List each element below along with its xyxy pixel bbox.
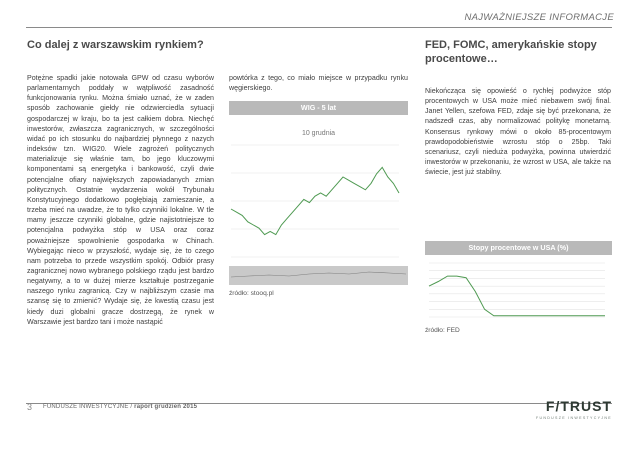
left-article-column-1: Potężne spadki jakie notowała GPW od czasu wyborów parlamentarnych poddały w wątpliwość zasadność funkcjonowania rynku. Można śmiało uznać, że w zaden sposób zachowanie giełdy nie odzwierciedla sytuacji gospodarczej w kraju, bo ta jest całkiem dobra. Niechęć inwestorów, zwłaszcza zagranicznych, w szczególności widać po ich stosunku do najbardziej płynnego z nazych indeksów tzn. WIG20. Wiele zagrożeń politycznych materializuje się właśnie tam, bo jego kluczowymi komponentami są energetyka i bankowość, czyli dwie potencjalne ofiary największych zapowiadanych zmian politycznych. Ostatnie wydarzenia wokół Trybunału Konstytucyjnego dodatkowo pogłębiają zamieszanie, a trzeba mieć na uwadze, że to tylko czynniki lokalne. W tle mamy jeszcze czynniki globalne, gdzie najistotniejsze to potencjalna podwyżka stóp w USA oraz coraz poważniejsze spowolnienie gospodarka w Chinach. Wybiegając nieco w przyszłość, wydaje się, że to czego nam potrzeba to przede wszystkim spokój. Odbiór prasy zagranicznej nowo wybranego polskiego rządu jest bardzo negatywny, a to w dużej mierze kształtuje postrzeganie naszego rynku zagranicą. Czy w najbliższym czasie ma szansę się to zmienić? Wydaje się, że kwestią czasu jest kiedy duzi globalni gracze dostrzegą, że rynek w Warszawie jest bardzo tani i może nastąpić [27, 74, 214, 326]
footer-publication-line [43, 404, 197, 410]
fed-chart [425, 259, 612, 323]
left-article-column-2: powtórka z tego, co miało miejsce w przypadku rynku węgierskiego. [229, 74, 408, 93]
footer-publication: FUNDUSZE INWESTYCYJNE [43, 404, 129, 410]
wig-chart-annotation: 10 grudnia [301, 130, 336, 137]
page-number: 3 [27, 402, 33, 412]
section-label: NAJWAŻNIEJSZE INFORMACJE [464, 12, 614, 23]
footer-separator: / [128, 404, 135, 410]
fed-series-line [429, 276, 605, 316]
footer-issue: raport grudzień 2015 [134, 404, 198, 410]
wig-chart-header: WIG - 5 lat [229, 101, 408, 115]
right-article-title: FED, FOMC, amerykańskie stopy procentowe… [425, 39, 597, 65]
left-article-title: Co dalej z warszawskim rynkiem? [27, 39, 204, 51]
wig-chart-source: źródło: stooq.pl [229, 290, 274, 297]
fed-chart-header: Stopy procentowe w USA (%) [425, 241, 612, 255]
fed-chart-source: źródło: FED [425, 327, 460, 334]
wig-chart [229, 117, 408, 285]
header-rule [26, 27, 612, 28]
ftrust-logo: F/TRUST [545, 398, 612, 414]
right-article-body: Niekończąca się opowieść o rychłej podwyżce stóp procentowych w USA może mieć niebawem swój final. Janet Yellen, szefowa FED, zdaje się być przekonana, że nadszedł czas, aby normalizować politykę monetarną. Konsensus rynkowy mówi o około 85-procentowym prawdopodobieństwie wzrostu stóp o 25bp. Taki scenariusz, czyli nieduża podwyżka, powinna utwierdzić inwestorów w przekonaniu, że wzrost w USA, ale także na świecie, jest już stabilny. [425, 87, 611, 177]
ftrust-logo-tagline: FUNDUSZE INWESTYCYJNE [535, 416, 612, 420]
